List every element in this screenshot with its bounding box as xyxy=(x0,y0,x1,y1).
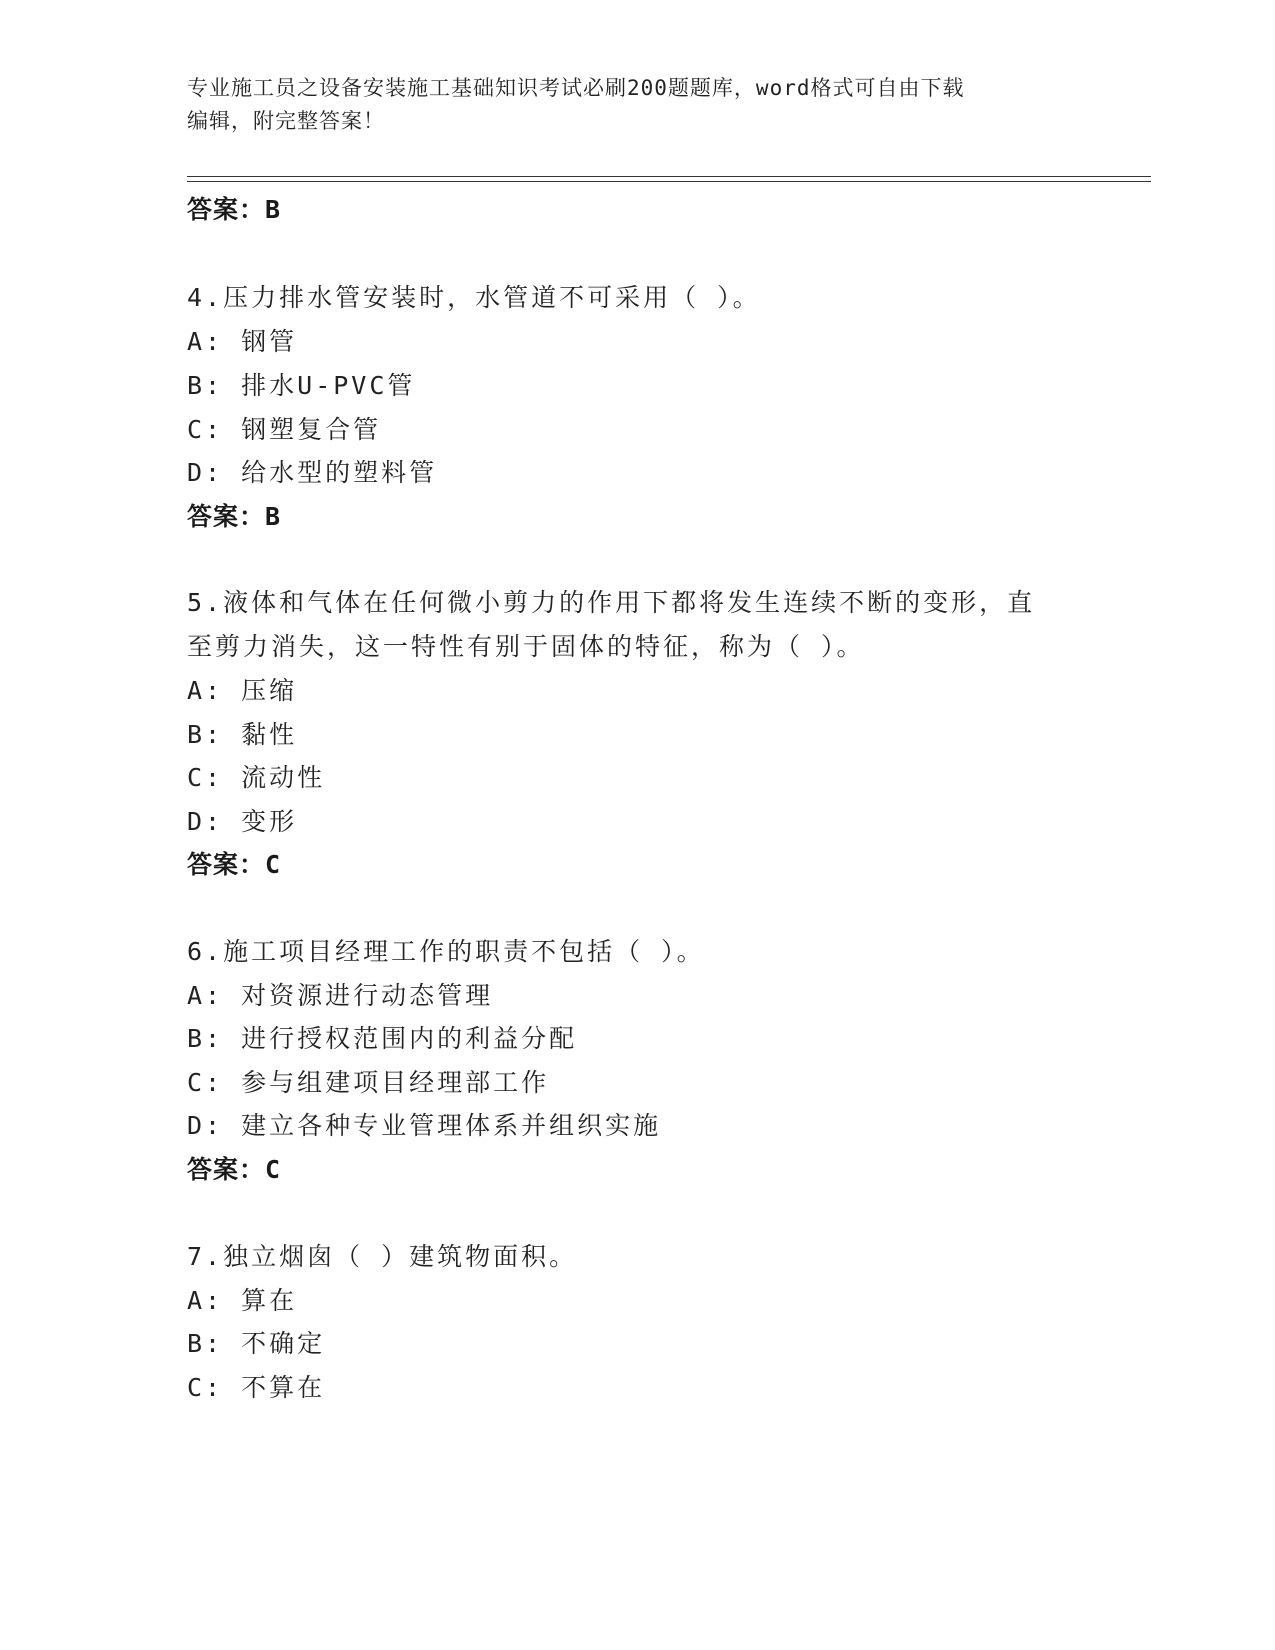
question-6-option-c: C: 参与组建项目经理部工作 xyxy=(187,1068,550,1097)
header-divider-top xyxy=(187,176,1151,177)
question-4-option-a: A: 钢管 xyxy=(187,327,298,356)
question-5-option-c: C: 流动性 xyxy=(187,763,326,792)
question-4-stem: 4.压力排水管安装时，水管道不可采用（ ）。 xyxy=(187,283,761,312)
question-6-answer xyxy=(187,1150,281,1186)
answer-label: 答案： xyxy=(187,850,266,879)
question-5-stem-line-1: 5.液体和气体在任何微小剪力的作用下都将发生连续不断的变形，直 xyxy=(187,588,1036,617)
question-5-answer xyxy=(187,845,281,881)
question-6-option-a: A: 对资源进行动态管理 xyxy=(187,981,494,1010)
question-4-answer xyxy=(187,497,281,533)
question-7-option-c: C: 不算在 xyxy=(187,1373,326,1402)
question-5-option-a: A: 压缩 xyxy=(187,676,298,705)
question-7-option-a: A: 算在 xyxy=(187,1286,298,1315)
answer-value: B xyxy=(265,502,282,531)
answer-label: 答案： xyxy=(187,502,266,531)
question-5-option-d: D: 变形 xyxy=(187,807,298,836)
question-6-option-d: D: 建立各种专业管理体系并组织实施 xyxy=(187,1111,662,1140)
question-4-option-c: C: 钢塑复合管 xyxy=(187,415,382,444)
header-line-1: 专业施工员之设备安装施工基础知识考试必刷200题题库，word格式可自由下载 xyxy=(187,76,965,100)
header-divider-bottom xyxy=(187,181,1151,182)
header-line-2: 编辑，附完整答案！ xyxy=(187,109,385,133)
question-5-option-b: B: 黏性 xyxy=(187,720,298,749)
document-header xyxy=(187,72,1067,138)
question-4-option-b: B: 排水U-PVC管 xyxy=(187,371,416,400)
question-6-stem: 6.施工项目经理工作的职责不包括（ ）。 xyxy=(187,937,705,966)
question-5-stem-line-2: 至剪力消失，这一特性有别于固体的特征，称为（ ）。 xyxy=(187,632,865,661)
answer-value: C xyxy=(265,1155,282,1184)
question-7-option-b: B: 不确定 xyxy=(187,1329,326,1358)
question-4-option-d: D: 给水型的塑料管 xyxy=(187,458,438,487)
answer-label: 答案： xyxy=(187,1155,266,1184)
answer-value: B xyxy=(265,195,282,224)
question-6-option-b: B: 进行授权范围内的利益分配 xyxy=(187,1024,578,1053)
question-7-stem: 7.独立烟囱（ ）建筑物面积。 xyxy=(187,1242,578,1271)
answer-prev xyxy=(187,190,281,226)
answer-label: 答案： xyxy=(187,195,266,224)
answer-value: C xyxy=(265,850,282,879)
